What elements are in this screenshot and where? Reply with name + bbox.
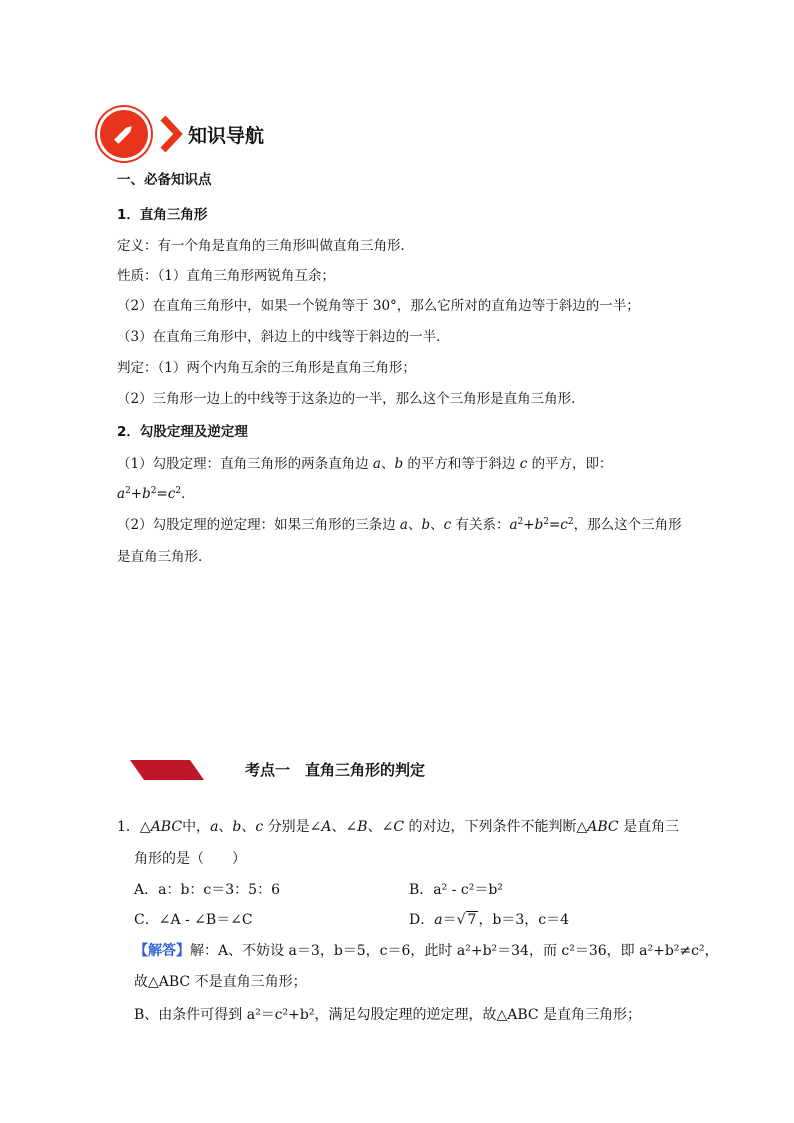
topic2-formula: $a^2+b^2=c^2$． xyxy=(117,486,195,502)
topic1-judge2: （2）三角形一边上的中线等于这条边的一半，那么这个三角形是直角三角形． xyxy=(117,391,585,407)
answer-line2: 故△ABC 不是直角三角形； xyxy=(134,974,307,990)
option-d: D．a＝√ 7 ，b＝3，c＝4 xyxy=(409,912,570,928)
knowledge-nav-header xyxy=(100,106,264,162)
option-a: A．a：b：c＝3：5：6 xyxy=(134,882,280,898)
topic2-converse: （2）勾股定理的逆定理：如果三角形的三条边 a、b、c 有关系：$a^2+b^2=c^2$，那么这个三角形 xyxy=(117,517,682,533)
topic1-definition: 定义：有一个角是直角的三角形叫做直角三角形． xyxy=(117,238,414,254)
answer-tag: 【解答】 xyxy=(134,943,190,959)
question1-stem-line2: 角形的是（ ） xyxy=(134,851,246,867)
option-b: B．a² - c²＝b² xyxy=(409,882,503,898)
exam-point-title: 考点一 直角三角形的判定 xyxy=(245,761,426,779)
chevron-right-icon xyxy=(158,114,184,154)
topic1-judge1: 判定：（1）两个内角互余的三角形是直角三角形； xyxy=(117,360,416,376)
pencil-icon xyxy=(100,110,148,158)
topic1-property2: （2）在直角三角形中，如果一个锐角等于 30°，那么它所对的直角边等于斜边的一半； xyxy=(117,298,640,314)
topic1-title: 1．直角三角形 xyxy=(117,207,208,223)
topic2-title: 2．勾股定理及逆定理 xyxy=(117,424,248,440)
option-c: C．∠A - ∠B＝∠C xyxy=(134,912,253,928)
topic2-converse-line2: 是直角三角形． xyxy=(117,549,212,565)
section-title: 一、必备知识点 xyxy=(117,172,212,188)
nav-title: 知识导航 xyxy=(188,124,265,147)
exam-point-banner xyxy=(130,760,204,780)
topic1-property1: 性质：（1）直角三角形两锐角互余； xyxy=(117,268,335,284)
topic1-property3: （3）在直角三角形中，斜边上的中线等于斜边的一半． xyxy=(117,329,450,345)
question1-stem: 1．△ABC中，a、b、c 分别是∠A、∠B、∠C 的对边，下列条件不能判断△ABC 是直角三 xyxy=(117,819,680,835)
answer-line1: 【解答】解：A、不妨设 a＝3，b＝5，c＝6，此时 a²+b²＝34，而 c²＝36，即 a²+b²≠c²， xyxy=(134,943,719,959)
answer-line3: B、由条件可得到 a²＝c²+b²，满足勾股定理的逆定理，故△ABC 是直角三角形； xyxy=(134,1007,642,1023)
topic2-theorem: （1）勾股定理：直角三角形的两条直角边 a、b 的平方和等于斜边 c 的平方，即： xyxy=(117,456,613,472)
